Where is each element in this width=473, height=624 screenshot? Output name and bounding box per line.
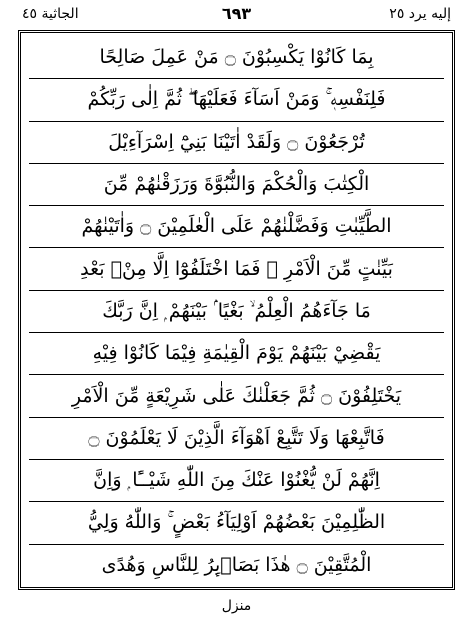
page-header: [18, 2, 455, 28]
verse-line: [29, 291, 444, 333]
verse-line-text: الطَّيِّبٰتِ وَفَضَّلْنٰهُمْ عَلَى الْعٰلَمِيْنَ ۝ وَاٰتَيْنٰهُمْ: [81, 215, 392, 238]
verse-line-text: مَا جَآءَهُمُ الْعِلْمُ ۙ بَغْيًا ۢ بَيْنَهُمْ ۭ اِنَّ رَبَّكَ: [102, 299, 371, 322]
verse-line-text: بَيِّنٰتٍ مِّنَ الْاَمْرِ ۚ فَمَا اخْتَلَفُوْٓا اِلَّا مِنْۢ بَعْدِ: [80, 257, 393, 280]
verse-line: [29, 460, 444, 502]
verse-line: [29, 206, 444, 248]
verse-line: [29, 418, 444, 460]
verse-line-text: فَلِنَفْسِهٖ ۚ وَمَنْ اَسَآءَ فَعَلَيْهَا ۖ ثُمَّ اِلٰى رَبِّكُمْ: [87, 88, 386, 111]
manzil-label: منزل: [221, 598, 252, 614]
verse-line: [29, 122, 444, 164]
verse-line: [29, 79, 444, 121]
verse-line-text: فَاتَّبِعْهَا وَلَا تَتَّبِعْ اَهْوَآءَ الَّذِيْنَ لَا يَعْلَمُوْنَ ۝: [88, 426, 385, 449]
surah-name: الجاثية ٤٥: [22, 6, 79, 22]
verse-line: [29, 545, 444, 587]
verse-line-text: يَخْتَلِفُوْنَ ۝ ثُمَّ جَعَلْنٰكَ عَلٰى شَرِيْعَةٍ مِّنَ الْاَمْرِ: [71, 384, 402, 407]
verse-line-text: الْكِتٰبَ وَالْحُكْمَ وَالنُّبُوَّةَ وَرَزَقْنٰهُمْ مِّنَ: [103, 173, 370, 196]
verse-line-text: الظّٰلِمِيْنَ بَعْضُهُمْ اَوْلِيَآءُ بَعْضٍ ۚ وَاللّٰهُ وَلِيُّ: [87, 511, 386, 534]
verse-line: [29, 502, 444, 544]
juz-name: إليه يرد ٢٥: [389, 6, 451, 22]
page-number: ٦٩٣: [221, 4, 252, 23]
verse-line: [29, 164, 444, 206]
verse-lines: [29, 37, 444, 583]
verse-line-text: بِمَا كَانُوْا يَكْسِبُوْنَ ۝ مَنْ عَمِلَ صَالِحًا: [99, 46, 374, 69]
verse-line: [29, 375, 444, 417]
page-frame: [18, 30, 455, 590]
verse-line-text: يَقْضِيْ بَيْنَهُمْ يَوْمَ الْقِيٰمَةِ فِيْمَا كَانُوْا فِيْهِ: [92, 342, 381, 365]
verse-line-text: تُرْجَعُوْنَ ۝ وَلَقَدْ اٰتَيْنَا بَنِيْٓ اِسْرَآءِيْلَ: [108, 130, 365, 153]
verse-line-text: الْمُتَّقِيْنَ ۝ هٰذَا بَصَاۗىِٕرُ لِلنَّاسِ وَهُدًى: [101, 554, 372, 577]
verse-line-text: اِنَّهُمْ لَنْ يُّغْنُوْا عَنْكَ مِنَ اللّٰهِ شَيْــًٔا ۭ وَاِنَّ: [93, 469, 380, 492]
verse-line: [29, 248, 444, 290]
verse-line: [29, 37, 444, 79]
verse-line: [29, 333, 444, 375]
